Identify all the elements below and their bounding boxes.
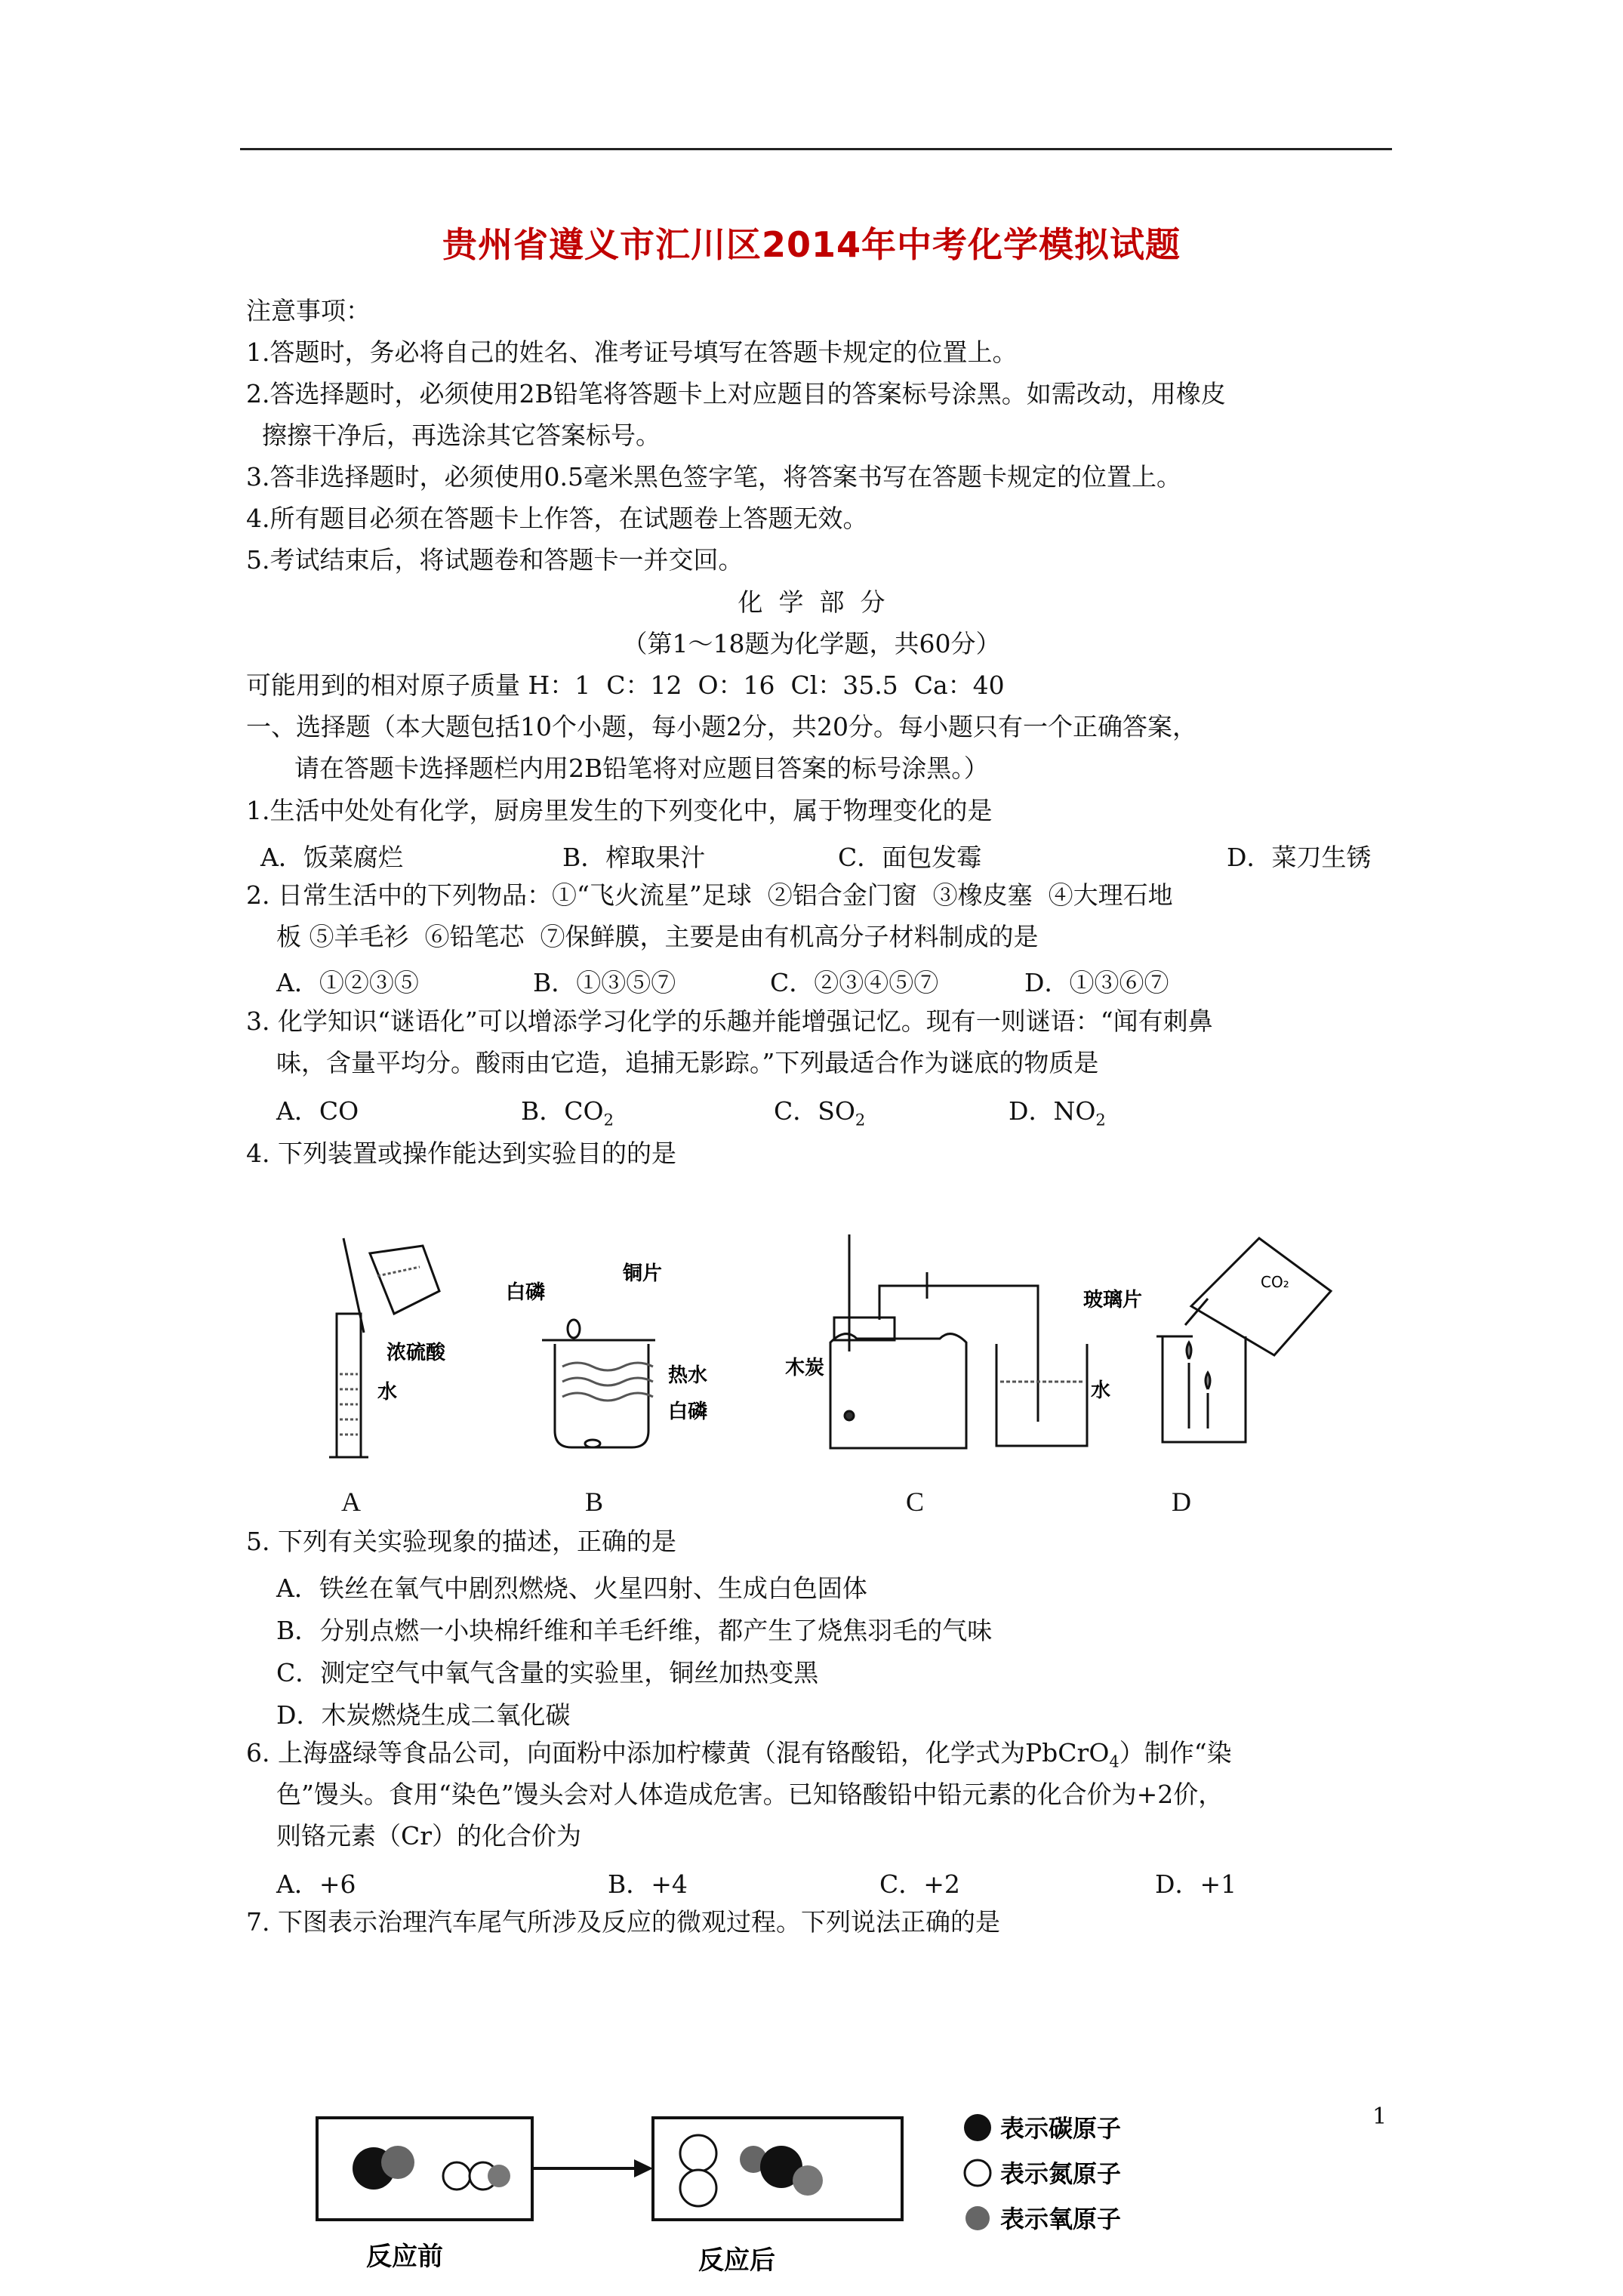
q5-option-d: D．木炭燃烧生成二氧化碳	[276, 1700, 571, 1730]
q6-option-a: A．+6	[276, 1869, 356, 1899]
label-water-c: 水	[1091, 1379, 1111, 1402]
question-6-stem-cont2: 则铬元素（Cr）的化合价为	[276, 1821, 582, 1851]
oxygen-atom	[793, 2165, 823, 2196]
q2-option-d: D．①③⑥⑦	[1024, 968, 1169, 997]
apparatus-d	[1156, 1238, 1331, 1442]
q6-option-b: B．+4	[608, 1869, 688, 1899]
question-6-stem: 6. 上海盛绿等食品公司，向面粉中添加柠檬黄（混有铬酸铅，化学式为PbCrO$_4$）制作“染	[246, 1738, 1232, 1771]
q3-option-c: C．$SO_2$	[774, 1096, 866, 1130]
notice-heading: 注意事项：	[246, 296, 371, 325]
q7-reaction-figure	[313, 2114, 1219, 2296]
legend-nitrogen-icon	[965, 2160, 990, 2186]
oxygen-atom	[488, 2165, 510, 2187]
label-white-phosphorus-bottom: 白磷	[668, 1401, 708, 1423]
section-subtitle: （第1～18题为化学题，共60分）	[622, 629, 1001, 658]
q5-option-c: C．测定空气中氧气含量的实验里，铜丝加热变黑	[276, 1658, 819, 1687]
before-label: 反应前	[366, 2242, 443, 2272]
q6-option-c: C．+2	[879, 1869, 960, 1899]
question-4-stem: 4. 下列装置或操作能达到实验目的的是	[246, 1139, 676, 1168]
label-co2: CO₂	[1261, 1273, 1289, 1291]
question-6-stem-cont: 色”馒头。食用“染色”馒头会对人体造成危害。已知铬酸铅中铅元素的化合价为+2价，	[276, 1780, 1224, 1809]
arrow-head	[634, 2159, 653, 2177]
q1-option-c: C．面包发霉	[838, 843, 982, 872]
nitrogen-atom	[680, 2135, 716, 2171]
figure-label-a: A	[341, 1487, 361, 1517]
part-one-heading: 一、选择题（本大题包括10个小题，每小题2分，共20分。每小题只有一个正确答案，	[246, 712, 1197, 741]
notice-item: 3.答非选择题时，必须使用0.5毫米黑色签字笔，将答案书写在答题卡规定的位置上。	[246, 462, 1181, 492]
header-rule	[240, 148, 1392, 150]
question-2-stem-cont: 板 ⑤羊毛衫 ⑥铅笔芯 ⑦保鲜膜，主要是由有机高分子材料制成的是	[276, 922, 1039, 951]
label-nong-liusuan: 浓硫酸	[387, 1342, 446, 1364]
nitrogen-atom	[680, 2170, 716, 2206]
page-number: 1	[1372, 2103, 1387, 2130]
nitrogen-atom	[443, 2162, 470, 2190]
q2-option-c: C．②③④⑤⑦	[770, 968, 939, 997]
question-1-stem: 1.生活中处处有化学，厨房里发生的下列变化中，属于物理变化的是	[246, 796, 993, 825]
atomic-masses: 可能用到的相对原子质量 H：1 C：12 O：16 Cl：35.5 Ca：40	[246, 670, 1005, 700]
question-5-stem: 5. 下列有关实验现象的描述，正确的是	[246, 1527, 676, 1556]
q3-option-a: A．CO	[276, 1096, 359, 1126]
label-hot-water: 热水	[668, 1364, 708, 1387]
q1-option-d: D．菜刀生锈	[1227, 843, 1372, 872]
label-copper-plate: 铜片	[623, 1262, 663, 1285]
question-7-stem: 7. 下图表示治理汽车尾气所涉及反应的微观过程。下列说法正确的是	[246, 1907, 1000, 1937]
part-one-instructions: 请在答题卡选择题栏内用2B铅笔将对应题目答案的标号涂黑。）	[294, 754, 989, 783]
q4-apparatus-figure	[302, 1231, 1344, 1472]
question-2-stem: 2. 日常生活中的下列物品：①“飞火流星”足球 ②铝合金门窗 ③橡皮塞 ④大理石地	[246, 880, 1173, 910]
figure-label-c: C	[906, 1487, 925, 1517]
notice-item: 2.答选择题时，必须使用2B铅笔将答题卡上对应题目的答案标号涂黑。如需改动，用橡皮	[246, 379, 1226, 408]
legend-carbon-icon	[964, 2114, 991, 2141]
question-3-stem: 3. 化学知识“谜语化”可以增添学习化学的乐趣并能增强记忆。现有一则谜语：“闻有刺鼻	[246, 1006, 1213, 1036]
q2-option-a: A．①②③⑤	[276, 968, 419, 997]
q5-option-a: A．铁丝在氧气中剧烈燃烧、火星四射、生成白色固体	[276, 1573, 867, 1603]
notice-item: 5.考试结束后，将试题卷和答题卡一并交回。	[246, 545, 744, 575]
apparatus-b	[542, 1320, 655, 1447]
q5-option-b: B．分别点燃一小块棉纤维和羊毛纤维，都产生了烧焦羽毛的气味	[276, 1616, 993, 1645]
notice-item: 擦擦干净后，再选涂其它答案标号。	[246, 421, 661, 450]
legend-nitrogen: 表示氮原子	[1000, 2159, 1122, 2188]
figure-label-d: D	[1172, 1487, 1191, 1517]
page-title: 贵州省遵义市汇川区2014年中考化学模拟试题	[442, 224, 1181, 265]
label-charcoal: 木炭	[785, 1357, 825, 1379]
label-water-a: 水	[377, 1381, 398, 1404]
notice-item: 1.答题时，务必将自己的姓名、准考证号填写在答题卡规定的位置上。	[246, 337, 1018, 367]
legend-oxygen-icon	[965, 2206, 990, 2230]
q1-option-a: A．饭菜腐烂	[260, 843, 403, 872]
label-white-phosphorus-top: 白磷	[506, 1281, 546, 1304]
q1-option-b: B．榨取果汁	[562, 843, 706, 872]
q2-option-b: B．①③⑤⑦	[533, 968, 676, 997]
apparatus-c	[830, 1234, 1087, 1448]
legend-carbon: 表示碳原子	[1000, 2114, 1122, 2143]
label-glass-plate: 玻璃片	[1083, 1289, 1143, 1311]
q3-option-d: D．$NO_2$	[1009, 1096, 1106, 1130]
notice-item: 4.所有题目必须在答题卡上作答，在试题卷上答题无效。	[246, 504, 868, 533]
oxygen-atom	[381, 2146, 414, 2179]
question-3-stem-cont: 味，含量平均分。酸雨由它造，追捕无影踪。”下列最适合作为谜底的物质是	[276, 1048, 1099, 1077]
after-label: 反应后	[698, 2245, 775, 2276]
legend-oxygen: 表示氧原子	[1000, 2205, 1122, 2233]
section-title: 化 学 部 分	[738, 587, 885, 617]
q6-option-d: D．+1	[1155, 1869, 1237, 1899]
figure-label-b: B	[585, 1487, 604, 1517]
q3-option-b: B．$CO_2$	[521, 1096, 614, 1130]
